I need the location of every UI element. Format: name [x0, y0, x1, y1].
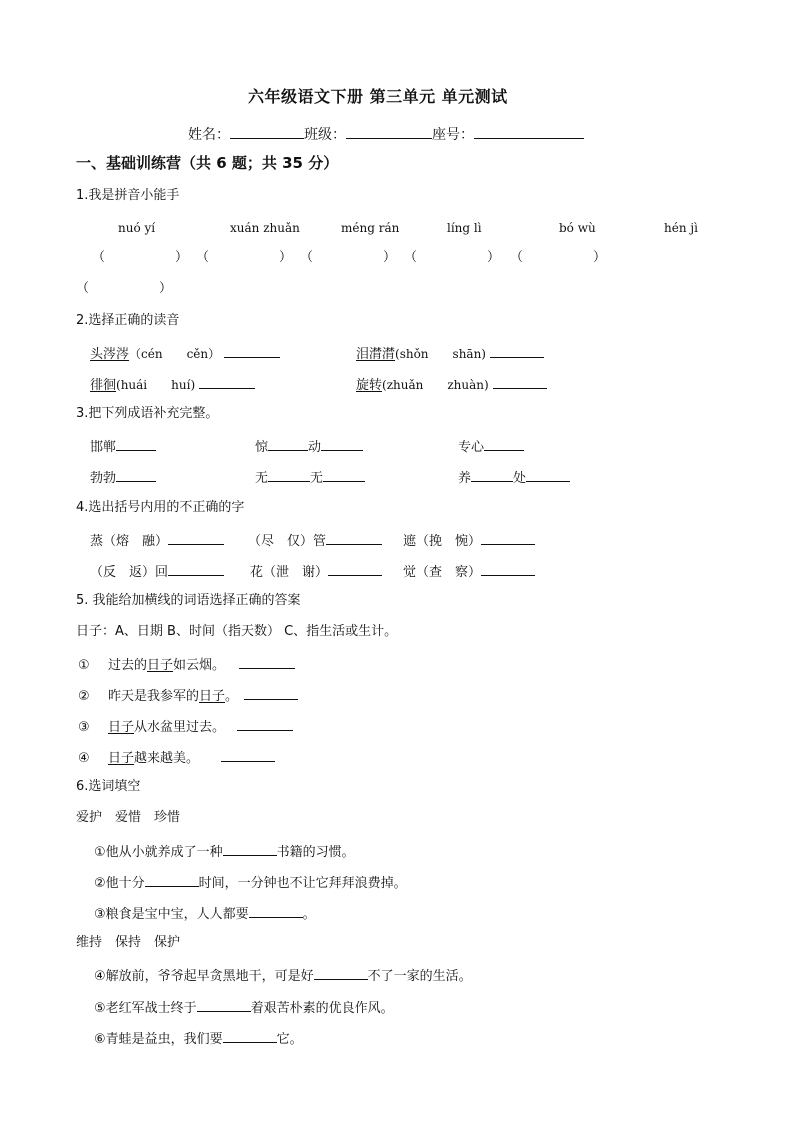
q4-title: 4.选出括号内用的不正确的字	[76, 500, 245, 515]
q5-title: 5. 我能给加横线的词语选择正确的答案	[76, 593, 301, 608]
pinyin-1: nuó yí	[118, 221, 156, 235]
pinyin-6: hén jì	[664, 221, 698, 235]
answer-blank[interactable]	[199, 376, 255, 389]
q5-item: ① 过去的日子如云烟。	[78, 656, 295, 672]
answer-paren[interactable]: （ ）	[300, 250, 397, 265]
q2-item: 徘徊(huái huí)	[90, 376, 255, 392]
answer-blank[interactable]	[490, 345, 544, 358]
fill-item: ②他十分 时间，一分钟也不让它拜拜浪费掉。	[94, 876, 407, 891]
idiom: 无 无	[255, 469, 365, 485]
word-group-2: 维持 保持 保护	[76, 935, 181, 950]
q2-item: 旋转(zhuǎn zhuàn)	[356, 376, 547, 392]
fill-item: ③粮食是宝中宝，人人都要 。	[94, 907, 316, 922]
answer-paren[interactable]: （ ）	[404, 250, 501, 265]
q4-item: （尽 仅）管	[248, 532, 382, 548]
name-label: 姓名：	[188, 127, 230, 143]
pinyin-3: méng rán	[341, 221, 400, 235]
class-blank[interactable]	[346, 126, 432, 139]
answer-paren[interactable]: （ ）	[510, 250, 607, 265]
q2-item: 头涔涔（cén cěn）	[90, 345, 280, 361]
fill-item: ⑥青蛙是益虫，我们要 它。	[94, 1032, 303, 1047]
word-group-1: 爱护 爱惜 珍惜	[76, 810, 181, 825]
name-blank[interactable]	[230, 126, 304, 139]
q5-item: ④ 日子越来越美。	[78, 749, 275, 765]
answer-blank[interactable]	[493, 376, 547, 389]
q4-item: 觉（查 察）	[403, 563, 535, 579]
fill-item: ①他从小就养成了一种 书籍的习惯。	[94, 845, 355, 860]
section-heading: 一、基础训练营（共 6 题；共 35 分）	[76, 154, 339, 172]
q2-title: 2.选择正确的读音	[76, 313, 180, 328]
seat-blank[interactable]	[474, 126, 584, 139]
q4-item: 蒸（熔 融）	[90, 532, 224, 548]
fill-item: ④解放前，爷爷起早贪黑地干，可是好 不了一家的生活。	[94, 969, 472, 984]
fill-item: ⑤老红军战士终于 着艰苦朴素的优良作风。	[94, 1001, 394, 1016]
q6-title: 6.选词填空	[76, 779, 141, 794]
q3-title: 3.把下列成语补充完整。	[76, 406, 219, 421]
class-label: 班级：	[304, 127, 346, 143]
pinyin-5: bó wù	[559, 221, 596, 235]
idiom: 邯郸	[90, 438, 156, 454]
answer-blank[interactable]	[224, 345, 280, 358]
idiom: 养 处	[458, 469, 570, 485]
answer-paren[interactable]: （ ）	[76, 281, 173, 296]
q4-item: 遮（挽 惋）	[403, 532, 535, 548]
idiom: 惊 动	[255, 438, 363, 454]
q5-intro: 日子：A、日期 B、时间（指天数） C、指生活或生计。	[76, 624, 398, 639]
q2-item: 泪潸潸(shǒn shān)	[356, 345, 544, 361]
q4-item: 花（泄 谢）	[250, 563, 382, 579]
idiom: 专心	[458, 438, 524, 454]
pinyin-4: líng lì	[447, 221, 482, 235]
q5-item: ② 昨天是我参军的日子。	[78, 687, 298, 703]
pinyin-2: xuán zhuǎn	[230, 221, 300, 235]
answer-paren[interactable]: （ ）	[196, 250, 293, 265]
idiom: 勃勃	[90, 469, 156, 485]
page-title: 六年级语文下册 第三单元 单元测试	[248, 87, 508, 106]
student-info-line	[188, 126, 584, 142]
seat-label: 座号：	[432, 127, 474, 143]
q4-item: （反 返）回	[90, 563, 224, 579]
q1-title: 1.我是拼音小能手	[76, 188, 180, 203]
answer-paren[interactable]: （ ）	[92, 250, 189, 265]
q5-item: ③ 日子从水盆里过去。	[78, 718, 293, 734]
